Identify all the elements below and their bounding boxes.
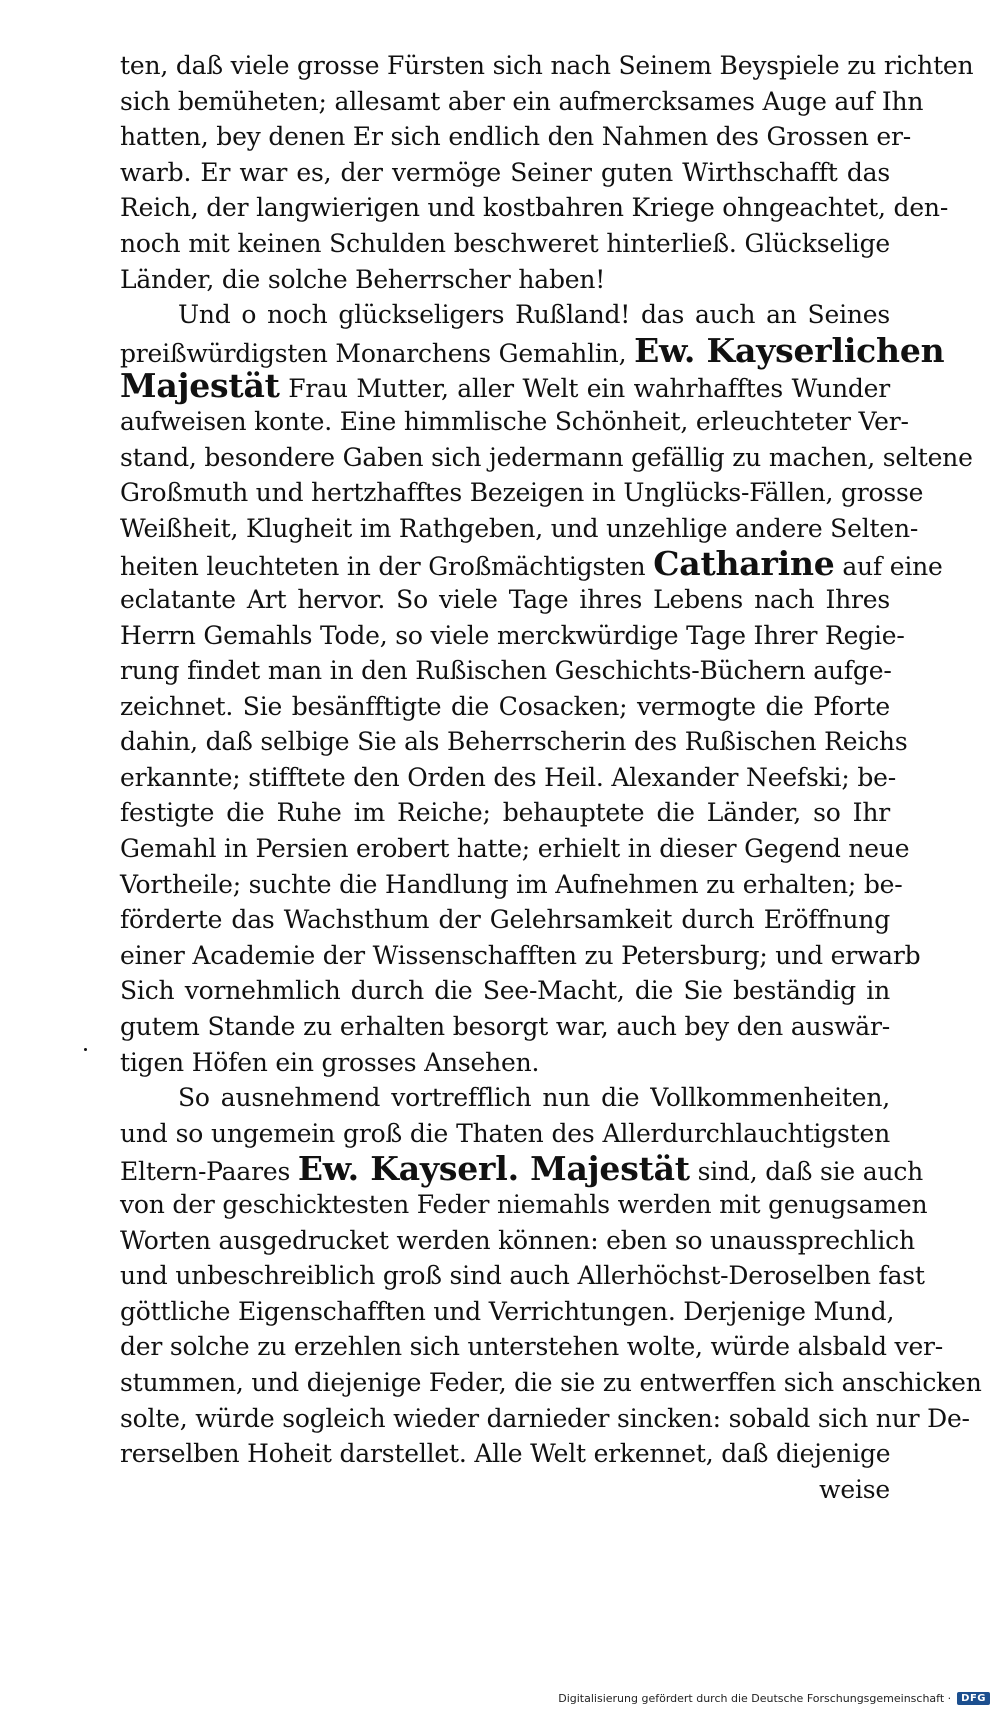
text-segment: auf eine: [834, 552, 943, 582]
text-line: der solche zu erzehlen sich unterstehen wolte, würde alsbald ver-: [120, 1332, 944, 1362]
digitization-footer: [558, 1689, 990, 1707]
text-line: dahin, daß selbige Sie als Beherrscherin des Rußischen Reichs: [120, 727, 908, 757]
text-segment: preißwürdigsten Monarchens Gemahlin,: [120, 338, 635, 368]
text-line: und so ungemein groß die Thaten des Allerdurchlauchtigsten: [120, 1118, 890, 1148]
text-line: [120, 330, 945, 370]
text-segment: heiten leuchteten in der Großmächtigsten: [120, 552, 654, 582]
text-line: Großmuth und hertzhafftes Bezeigen in Unglücks-Fällen, grosse: [120, 478, 924, 508]
text-line: und unbeschreiblich groß sind auch Allerhöchst-Deroselben fast: [120, 1261, 925, 1291]
text-line: Gemahl in Persien erobert hatte; erhielt in dieser Gegend neue: [120, 834, 910, 864]
text-line: förderte das Wachsthum der Gelehrsamkeit durch Eröffnung: [120, 905, 890, 935]
text-line: ten, daß viele grosse Fürsten sich nach Seinem Beyspiele zu richten: [120, 51, 974, 80]
emphasized-title: Ew. Kayserlichen: [634, 330, 945, 370]
text-segment: Eltern-Paares: [120, 1157, 298, 1187]
text-line: einer Academie der Wissenschafften zu Petersburg; und erwarb: [120, 940, 921, 970]
text-line: Und o noch glückseligers Rußland! das auch an Seines: [178, 300, 890, 330]
text-line: [120, 1149, 924, 1189]
text-line: Vortheile; suchte die Handlung im Aufnehmen zu erhalten; be-: [120, 869, 903, 899]
text-line: Worten ausgedrucket werden können: eben so unaussprechlich: [120, 1225, 915, 1255]
text-line: eclatante Art hervor. So viele Tage ihres Lebens nach Ihres: [120, 584, 890, 614]
text-line: Länder, die solche Beherrscher haben!: [120, 264, 606, 294]
text-line: gutem Stande zu erhalten besorgt war, auch bey den auswär-: [120, 1012, 890, 1042]
footer-credit: Digitalisierung gefördert durch die Deutsche Forschungsgemeinschaft ·: [558, 1691, 952, 1705]
emphasized-title: Catharine: [653, 544, 835, 584]
text-line: aufweisen konte. Eine himmlische Schönheit, erleuchteter Ver-: [120, 406, 909, 436]
text-line: [120, 544, 943, 584]
text-line: Reich, der langwierigen und kostbahren Kriege ohngeachtet, den-: [120, 193, 949, 223]
text-line: solte, würde sogleich wieder darnieder sincken: sobald sich nur De-: [120, 1403, 970, 1433]
text-line: erkannte; stifftete den Orden des Heil. Alexander Neefski; be-: [120, 762, 896, 792]
emphasized-title: Ew. Kayserl. Majestät: [297, 1149, 690, 1189]
text-segment: sind, daß sie auch: [689, 1157, 924, 1187]
text-line: rerselben Hoheit darstellet. Alle Welt erkennet, daß diejenige: [120, 1439, 891, 1469]
text-line: göttliche Eigenschafften und Verrichtungen. Derjenige Mund,: [120, 1296, 895, 1326]
text-line: warb. Er war es, der vermöge Seiner guten Wirthschafft das: [120, 157, 890, 187]
text-line: zeichnet. Sie besänfftigte die Cosacken; vermogte die Pforte: [120, 691, 890, 721]
text-line: [120, 368, 890, 404]
text-line: von der geschicktesten Feder niemahls werden mit genugsamen: [120, 1190, 928, 1219]
body-text: [120, 48, 982, 1507]
text-line: Herrn Gemahls Tode, so viele merckwürdige Tage Ihrer Regie-: [120, 620, 905, 650]
ink-speck: [84, 1048, 87, 1051]
text-line: festigte die Ruhe im Reiche; behauptete die Länder, so Ihr: [120, 798, 890, 828]
text-line: rung findet man in den Rußischen Geschichts-Büchern aufge-: [120, 656, 892, 686]
text-line: hatten, bey denen Er sich endlich den Nahmen des Grossen er-: [120, 122, 911, 152]
emphasized-title: Majestät: [120, 366, 280, 406]
text-line: noch mit keinen Schulden beschweret hinterließ. Glückselige: [120, 228, 890, 258]
text-line: stummen, und diejenige Feder, die sie zu entwerffen sich anschicken: [120, 1367, 982, 1397]
text-line: sich bemüheten; allesamt aber ein aufmercksames Auge auf Ihn: [120, 86, 924, 116]
text-line: tigen Höfen ein grosses Ansehen.: [120, 1047, 540, 1077]
text-line: Weißheit, Klugheit im Rathgeben, und unzehlige andere Selten-: [120, 513, 919, 543]
text-line: Sich vornehmlich durch die See-Macht, die Sie beständig in: [120, 976, 890, 1006]
text-line: stand, besondere Gaben sich jedermann gefällig zu machen, seltene: [120, 442, 973, 472]
text-line: So ausnehmend vortrefflich nun die Vollkommenheiten,: [178, 1083, 890, 1113]
dfg-logo: DFG: [957, 1692, 990, 1705]
text-segment: Frau Mutter, aller Welt ein wahrhafftes Wunder: [279, 374, 890, 404]
catchword: weise: [819, 1474, 890, 1504]
